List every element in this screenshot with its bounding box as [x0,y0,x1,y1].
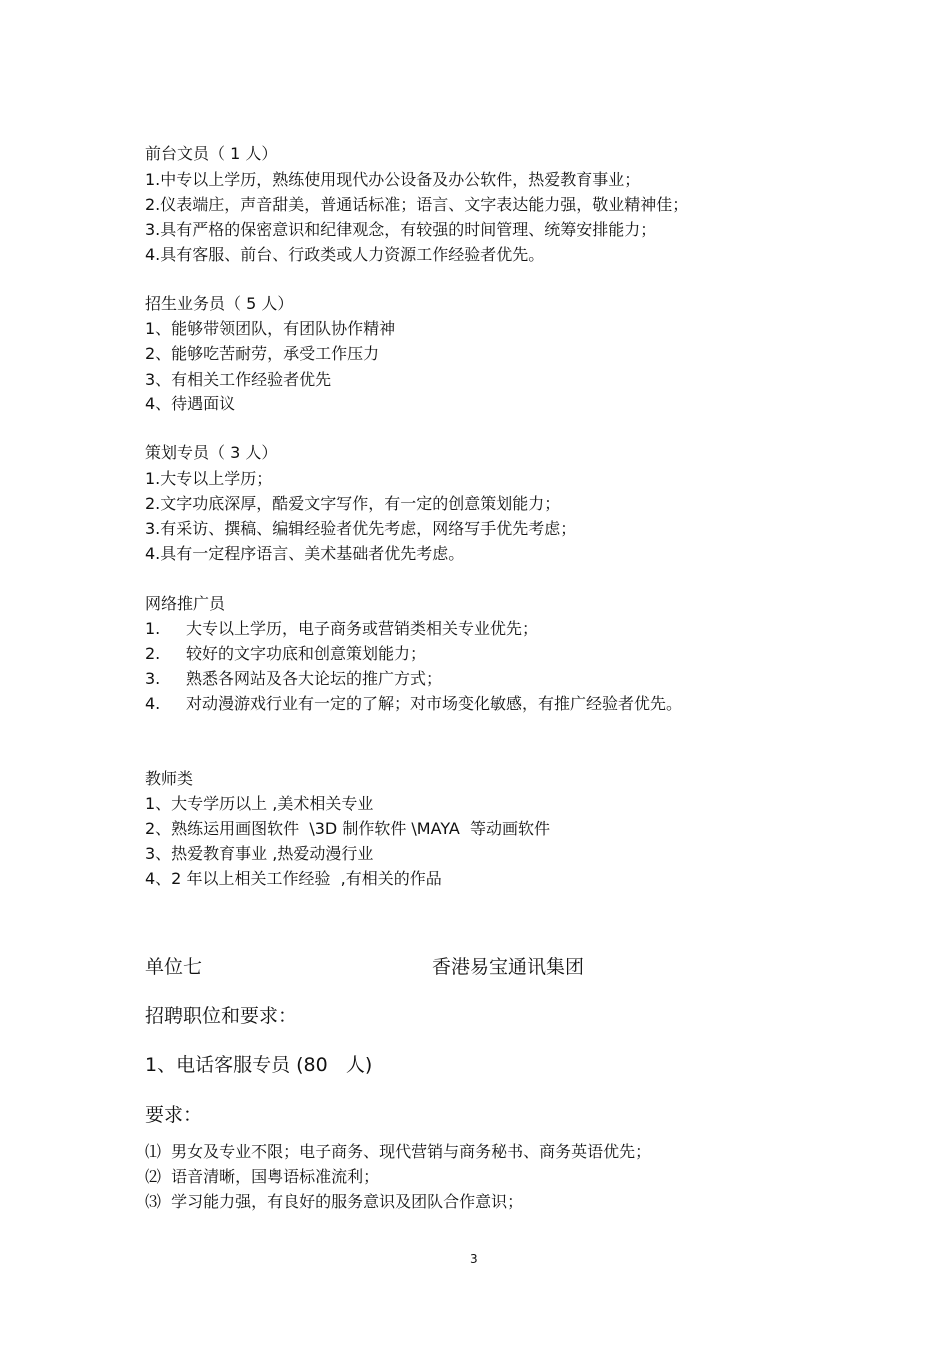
section-title-planning: 策划专员（ 3 人） [145,443,278,462]
list-item: 2、能够吃苦耐劳，承受工作压力 [145,344,380,363]
list-item: 4、待遇面议 [145,394,236,413]
list-number: 4. [145,694,161,713]
section-title-promotion: 网络推广员 [145,594,226,613]
list-item: 2.文字功底深厚，酷爱文字写作，有一定的创意策划能力； [145,494,561,513]
positions-heading: 招聘职位和要求： [145,1005,298,1027]
page-number: 3 [470,1252,478,1266]
list-number: 1. [145,619,161,638]
position-title: 1、电话客服专员 (80 人) [145,1054,373,1076]
section-title-teacher: 教师类 [145,769,194,788]
requirements-heading: 要求： [145,1104,203,1126]
requirement-item: ⑵ 语音清晰，国粤语标准流利； [145,1167,380,1186]
list-item: 对动漫游戏行业有一定的了解；对市场变化敏感，有推广经验者优先。 [186,694,683,713]
list-item: 3、有相关工作经验者优先 [145,370,332,389]
list-item: 1、能够带领团队，有团队协作精神 [145,319,396,338]
list-number: 2. [145,644,161,663]
list-item: 1.大专以上学历； [145,469,273,488]
list-item: 大专以上学历，电子商务或营销类相关专业优先； [186,619,539,638]
section-title-enrollment: 招生业务员（ 5 人） [145,294,294,313]
list-item: 3.具有严格的保密意识和纪律观念，有较强的时间管理、统筹安排能力； [145,220,657,239]
list-item: 2.仪表端庄，声音甜美，普通话标准；语言、文字表达能力强，敬业精神佳； [145,195,689,214]
section-title-reception: 前台文员（ 1 人） [145,144,278,163]
list-number: 3. [145,669,161,688]
unit-label: 单位七 [145,956,203,978]
list-item: 4.具有客服、前台、行政类或人力资源工作经验者优先。 [145,245,545,264]
list-item: 较好的文字功底和创意策划能力； [186,644,427,663]
list-item: 4.具有一定程序语言、美术基础者优先考虑。 [145,544,465,563]
list-item: 1.中专以上学历，熟练使用现代办公设备及办公软件，热爱教育事业； [145,170,641,189]
list-item: 熟悉各网站及各大论坛的推广方式； [186,669,443,688]
list-item: 1、大专学历以上 ,美术相关专业 [145,794,374,813]
list-item: 3、热爱教育事业 ,热爱动漫行业 [145,844,374,863]
requirement-item: ⑶ 学习能力强，有良好的服务意识及团队合作意识； [145,1192,524,1211]
requirement-item: ⑴ 男女及专业不限；电子商务、现代营销与商务秘书、商务英语优先； [145,1142,652,1161]
list-item: 2、熟练运用画图软件 \3D 制作软件 \MAYA 等动画软件 [145,819,550,838]
list-item: 4、2 年以上相关工作经验 ,有相关的作品 [145,869,442,888]
list-item: 3.有采访、撰稿、编辑经验者优先考虑，网络写手优先考虑； [145,519,577,538]
company-name: 香港易宝通讯集团 [432,956,585,978]
